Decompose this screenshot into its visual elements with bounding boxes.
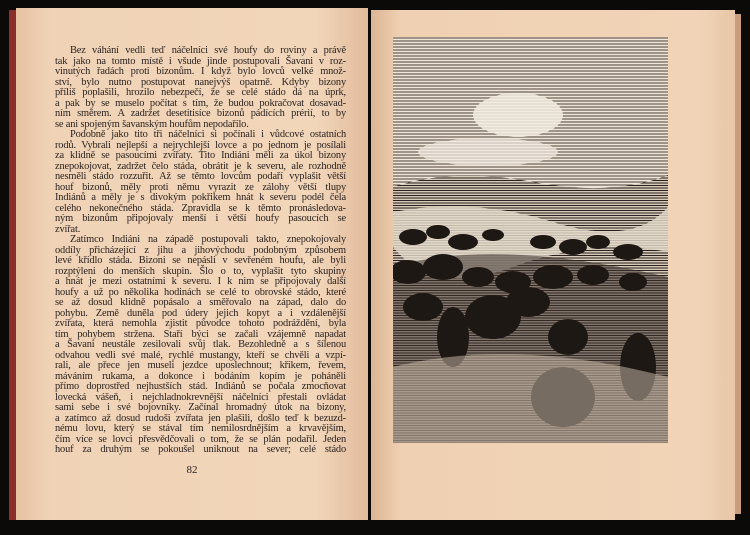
text-line: a hnát je mezi ostatními k severu. I k nim se připojovaly další [55,276,346,287]
bison-shape [613,244,643,260]
text-line: příliš poplašili, hrozilo nebezpečí, že se celé stádo dá na úprk, [55,87,346,98]
dust [393,354,668,443]
text-line: a pak by se muselo počítat s tím, že budou pokračovat dosavad- [55,97,346,109]
cloud [473,93,563,137]
text-line: čím více se lovci přesvědčovali o tom, že se plán podařil. Jeden [55,433,346,445]
page-block-edge [735,14,741,514]
bison-shape [530,235,556,249]
bison-shape [586,235,610,249]
text-line: znepokojovat, zadržet čelo stáda, obrátit je k severu, ale rozhodně [55,160,346,172]
right-page [371,10,735,520]
bison-shape [577,265,609,285]
text-line: Zatímco Indiáni na západě postupovali takto, znepokojovaly [70,234,346,245]
text-line: se až dosud klidně popásalo a směřovalo na západ, dalo do [55,297,346,308]
page-number: 82 [186,464,198,476]
bison-shape [423,254,463,280]
text-line: nesměli stádo rozzuřit. Až se těmto lovcům podaří vyplašit větší [55,171,346,182]
text-line: zvířata, která nemohla zjistit původce tohoto podráždění, byla [55,318,346,329]
text-line: houf za druhým se pokoušel uniknout na sever; celé stádo [55,444,346,455]
bison-shape [619,273,647,291]
bison-shape [548,319,588,355]
bison-shape [426,225,450,239]
text-line: nému lovu, který se stával tím nemilosrdnějším a krvavějším, [55,423,346,434]
bison-shape [482,229,504,241]
bison-shape [448,234,478,250]
text-line: a zatímco až dosud rudoši zvířata jen plašili, došlo teď k bezuzd- [55,412,346,424]
text-line: tak jako na tomto místě i všude jinde postupovali Šavani v roz- [55,55,346,67]
bison-shape [506,287,550,317]
text-line: houf bizonů, měly proti němu vyrazit ze zálohy větší tlupy [55,181,346,193]
text-line: rali, ale přece jen museli jezdce uposlechnout; křikem, řevem, [55,360,346,371]
text-line: přímo doprostřed nejhustších stád. Indiánů se počala zmocňovat [55,381,346,392]
bison-shape [559,239,587,255]
text-line: Bez váhání vedli teď náčelníci své houfy do roviny a právě [70,45,346,56]
cloud [418,138,558,166]
text-line: se ani spojeným šavanským houfům nepodařilo. [55,118,249,130]
text-line: pohybu. Země duněla pod údery jejich kopyt a i vzdálenější [55,307,346,319]
text-line: rodů. Vybrali nejlepší a nejrychlejší lovce a po jednom je posílali [55,139,346,151]
bison-hunt-engraving-icon [393,37,668,443]
text-line: Indiánů a měly je s divokým pokřikem hnát k severu podél čela [55,192,346,203]
bison-shape [533,265,573,289]
text-line: za klidně se pasoucími zvířaty. Tito Indiáni měli za úkol bizony [55,150,346,161]
left-page [16,8,368,520]
text-line: ním směrem. A zadržet desetitisíce bizonů pádících prérií, to by [55,108,346,119]
text-line: a Šavani neustále zesilovali svůj tlak. Bezohledně a s šílenou [55,339,346,350]
text-line: ství, bylo nutno postupovat nanejvýš opatrně. Kdyby bizony [55,76,346,88]
text-line: máváním rukama, a dokonce i bodáním kopím je poháněli [55,370,346,382]
engraving-svg [393,37,668,443]
text-line: zvířat. [55,223,81,235]
bison-shape [399,229,427,245]
bison-shape [462,267,494,287]
bison-shape [403,293,443,321]
text-line: rozptýleni do menších skupin. Šlo o to, vyplašit tyto skupiny [55,265,346,277]
text-line: levé křídlo stáda. Bizoni se nepásli v sevřeném houfu, ale byli [55,255,346,266]
text-line: odvahou vedli své malé, rychlé mustangy, kteří se chvěli a vzpí- [55,349,346,361]
text-line: vinutých řadách proti bizonům. I když bylo lovců velké množ- [55,66,346,77]
text-line: ným bizonům připojovaly menší i větší houfy pasoucích se [55,213,346,224]
text-line: Podobně jako tito tři náčelníci si počínali i vůdcové ostatních [70,129,346,140]
text-line: sami sebe i své bojovníky. Začínal hromadný útok na bizony, [55,402,346,413]
text-line: tím pohybem stržena. Staří býci se začali vzájemně napadat [55,328,346,340]
text-line: celého nekonečného stáda. Zpravidla se k těmto pronásledova- [55,202,346,214]
body-text [55,46,346,456]
text-line: lovecká vášeň, i nejchladnokrevnější náčelníci přestali ovládat [55,391,346,403]
text-line: oddíly přicházející z jihu a jihovýchodu podobným způsobem [55,244,346,256]
text-line: houfy a už po několika hodinách se celé to obrovské stádo, které [55,286,346,298]
